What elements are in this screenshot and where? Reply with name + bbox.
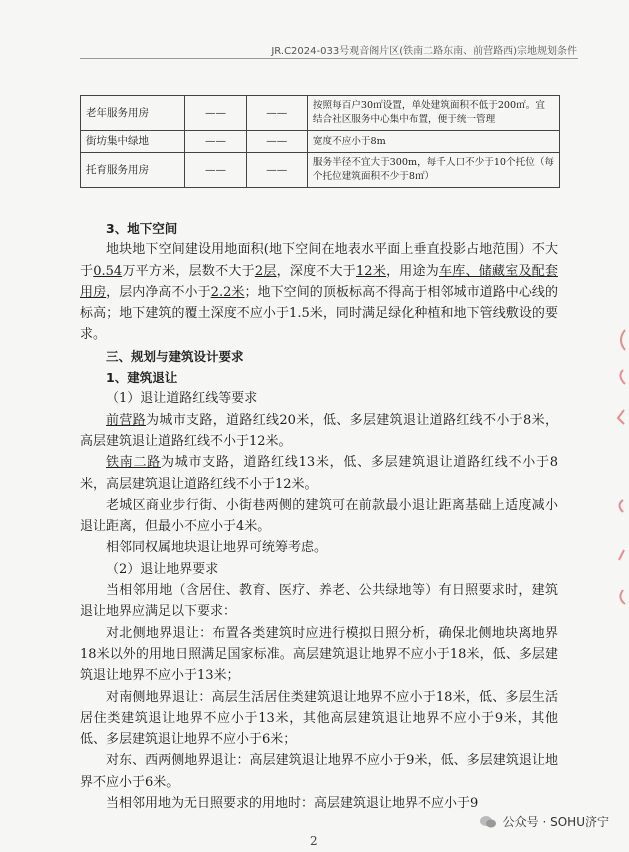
table-cell: 服务半径不宜大于300m，每千人口不少于10个托位（每个托位建筑面积不少于8㎡） bbox=[307, 153, 559, 188]
text-span: 万平方米，层数不大于 bbox=[122, 263, 255, 279]
paragraph: 对南侧地界退让：高层生活居住类建筑退让地界不应小于18米，低、多层生活居住类建筑退让地界不应小于13米，其他高层建筑退让地界不应小于9米，其他低、多层建筑退让地界不应小于6米； bbox=[80, 689, 558, 748]
section-heading: 3、地下空间 bbox=[106, 221, 178, 236]
table-cell: —— bbox=[246, 131, 307, 153]
table-cell: —— bbox=[185, 96, 246, 131]
page-number: 2 bbox=[310, 834, 318, 848]
table-cell: —— bbox=[185, 153, 246, 188]
sub-subheading: （2）退让地界要求 bbox=[106, 561, 219, 577]
paragraph bbox=[80, 452, 558, 495]
underlined-value: 0.54 bbox=[93, 263, 123, 279]
header-rule bbox=[80, 58, 578, 59]
text-span: ，用途为 bbox=[386, 263, 440, 279]
table-cell: 按照每百户30㎡设置，单处建筑面积不低于200㎡。宜结合社区服务中心集中布置，便于统一管理 bbox=[307, 96, 559, 131]
text-span: 为城市支路，道路红线20米，低、多层建筑退让道路红线不小于8米，高层建筑退让道路红线不小于12米。 bbox=[80, 412, 558, 449]
table-cell: 宽度不应小于8m bbox=[307, 131, 559, 153]
text-span: 为城市支路，道路红线13米，低、多层建筑退让道路红线不小于8米，高层建筑退让道路红线不小于12米。 bbox=[80, 455, 558, 492]
document-body bbox=[80, 218, 558, 814]
underlined-value: 2层 bbox=[254, 263, 277, 279]
text-span: 地块地下空间建设用地面积(地下空间在地表水平面上垂直投影占地范围）不大于 bbox=[80, 242, 558, 279]
paragraph: 对东、西两侧地界退让：高层建筑退让地界不应小于9米，低、多层建筑退让地界不应小于6米。 bbox=[80, 753, 558, 790]
underlined-value: 2.2米 bbox=[210, 284, 245, 300]
watermark-text: 公众号 · SOHU济宁 bbox=[502, 815, 609, 829]
paragraph bbox=[80, 410, 558, 453]
watermark bbox=[479, 813, 609, 830]
paragraph bbox=[80, 239, 558, 345]
table-cell: 街坊集中绿地 bbox=[81, 131, 185, 153]
table-cell: 老年服务用房 bbox=[81, 96, 185, 131]
seal-edge-image bbox=[611, 320, 629, 620]
table-cell: —— bbox=[185, 131, 246, 153]
underlined-value: 12米 bbox=[356, 263, 387, 279]
paragraph: 当相邻用地（含居住、教育、医疗、养老、公共绿地等）有日照要求时，建筑退让地界应满足以下要求： bbox=[80, 583, 558, 620]
table-cell: —— bbox=[246, 96, 307, 131]
table-row bbox=[81, 131, 560, 153]
table-cell: —— bbox=[246, 153, 307, 188]
text-span: ，层内净高不小于 bbox=[106, 284, 211, 300]
underlined-value: 车库、储藏室及配套用房 bbox=[80, 263, 558, 300]
wechat-icon bbox=[479, 815, 497, 829]
table-row bbox=[81, 153, 560, 188]
text-span: ；地下空间的顶板标高不得高于相邻城市道路中心线的标高；地下建筑的覆土深度不应小于1.5米，同时满足绿化种植和地下管线敷设的要求。 bbox=[80, 284, 558, 343]
text-span: ，深度不大于 bbox=[276, 263, 357, 279]
part-heading: 三、规划与建筑设计要求 bbox=[106, 348, 244, 364]
road-name: 前营路 bbox=[106, 412, 147, 428]
facility-table bbox=[80, 95, 560, 188]
table-cell: 托育服务用房 bbox=[81, 153, 185, 188]
paragraph: 相邻同权属地块退让地界可统筹考虑。 bbox=[106, 540, 328, 556]
subsection-heading: 1、建筑退让 bbox=[106, 370, 178, 386]
table-row bbox=[81, 96, 560, 131]
paragraph: 当相邻用地为无日照要求的用地时：高层建筑退让地界不应小于9 bbox=[106, 796, 479, 812]
paragraph: 对北侧地界退让：布置各类建筑时应进行模拟日照分析，确保北侧地块离地界18米以外的用地日照满足国家标准。高层建筑退让地界不应小于18米，低、多层建筑退让地界不应小于13米； bbox=[80, 625, 558, 684]
document-header: JR.C2024-033号观音阁片区(铁南二路东南、前营路西)宗地规划条件 bbox=[271, 46, 577, 57]
sub-subheading: （1）退让道路红线等要求 bbox=[106, 391, 258, 407]
paragraph: 老城区商业步行街、小街巷两侧的建筑可在前款最小退让距离基础上适度减小退让距离，但最小不应小于4米。 bbox=[80, 497, 558, 535]
road-name: 铁南二路 bbox=[106, 455, 162, 471]
